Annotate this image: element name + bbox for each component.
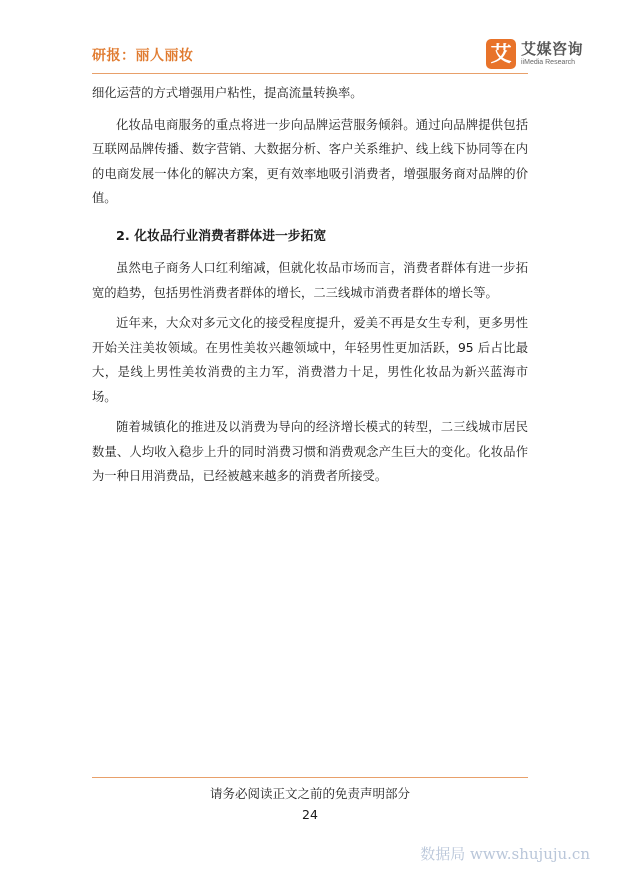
iimedia-logo [486, 36, 583, 72]
paragraph-male-beauty: 近年来，大众对多元文化的接受程度提升，爱美不再是女生专利，更多男性开始关注美妆领域。在男性美妆兴趣领域中，年轻男性更加活跃，95 后占比最大，是线上男性美妆消费的主力军，消费潜力十足，男性化妆品为新兴蓝海市场。 [92, 316, 528, 404]
site-watermark: 数据局 www.shujuju.cn [420, 845, 590, 863]
footer-disclaimer: 请务必阅读正文之前的免责声明部分 [209, 786, 410, 801]
paragraph-consumer-expansion: 虽然电子商务人口红利缩减，但就化妆品市场而言，消费者群体有进一步拓宽的趋势，包括男性消费者群体的增长，二三线城市消费者群体的增长等。 [92, 261, 528, 300]
report-header-title: 研报：丽人丽妆 [92, 48, 194, 64]
paragraph-continuation: 细化运营的方式增强用户粘性，提高流量转换率。 [92, 86, 363, 100]
logo-mark-icon: 艾 [486, 39, 516, 69]
paragraph-ecommerce-service: 化妆品电商服务的重点将进一步向品牌运营服务倾斜。通过向品牌提供包括互联网品牌传播、数字营销、大数据分析、客户关系维护、线上线下协同等在内的电商发展一体化的解决方案，更有效率地吸引消费者，增强服务商对品牌的价值。 [92, 117, 528, 205]
paragraph-urbanization: 随着城镇化的推进及以消费为导向的经济增长模式的转型，二三线城市居民数量、人均收入稳步上升的同时消费习惯和消费观念产生巨大的变化。化妆品作为一种日用消费品，已经被越来越多的消费者所接受。 [92, 420, 528, 483]
logo-text [521, 41, 583, 67]
logo-english-name: iiMedia Research [521, 59, 576, 66]
header-divider [92, 73, 528, 74]
footer-divider [92, 777, 528, 778]
document-body [92, 81, 528, 489]
page-number: 24 [302, 807, 318, 822]
logo-chinese-name: 艾媒咨询 [521, 40, 584, 58]
section-heading: 2. 化妆品行业消费者群体进一步拓宽 [116, 228, 327, 244]
